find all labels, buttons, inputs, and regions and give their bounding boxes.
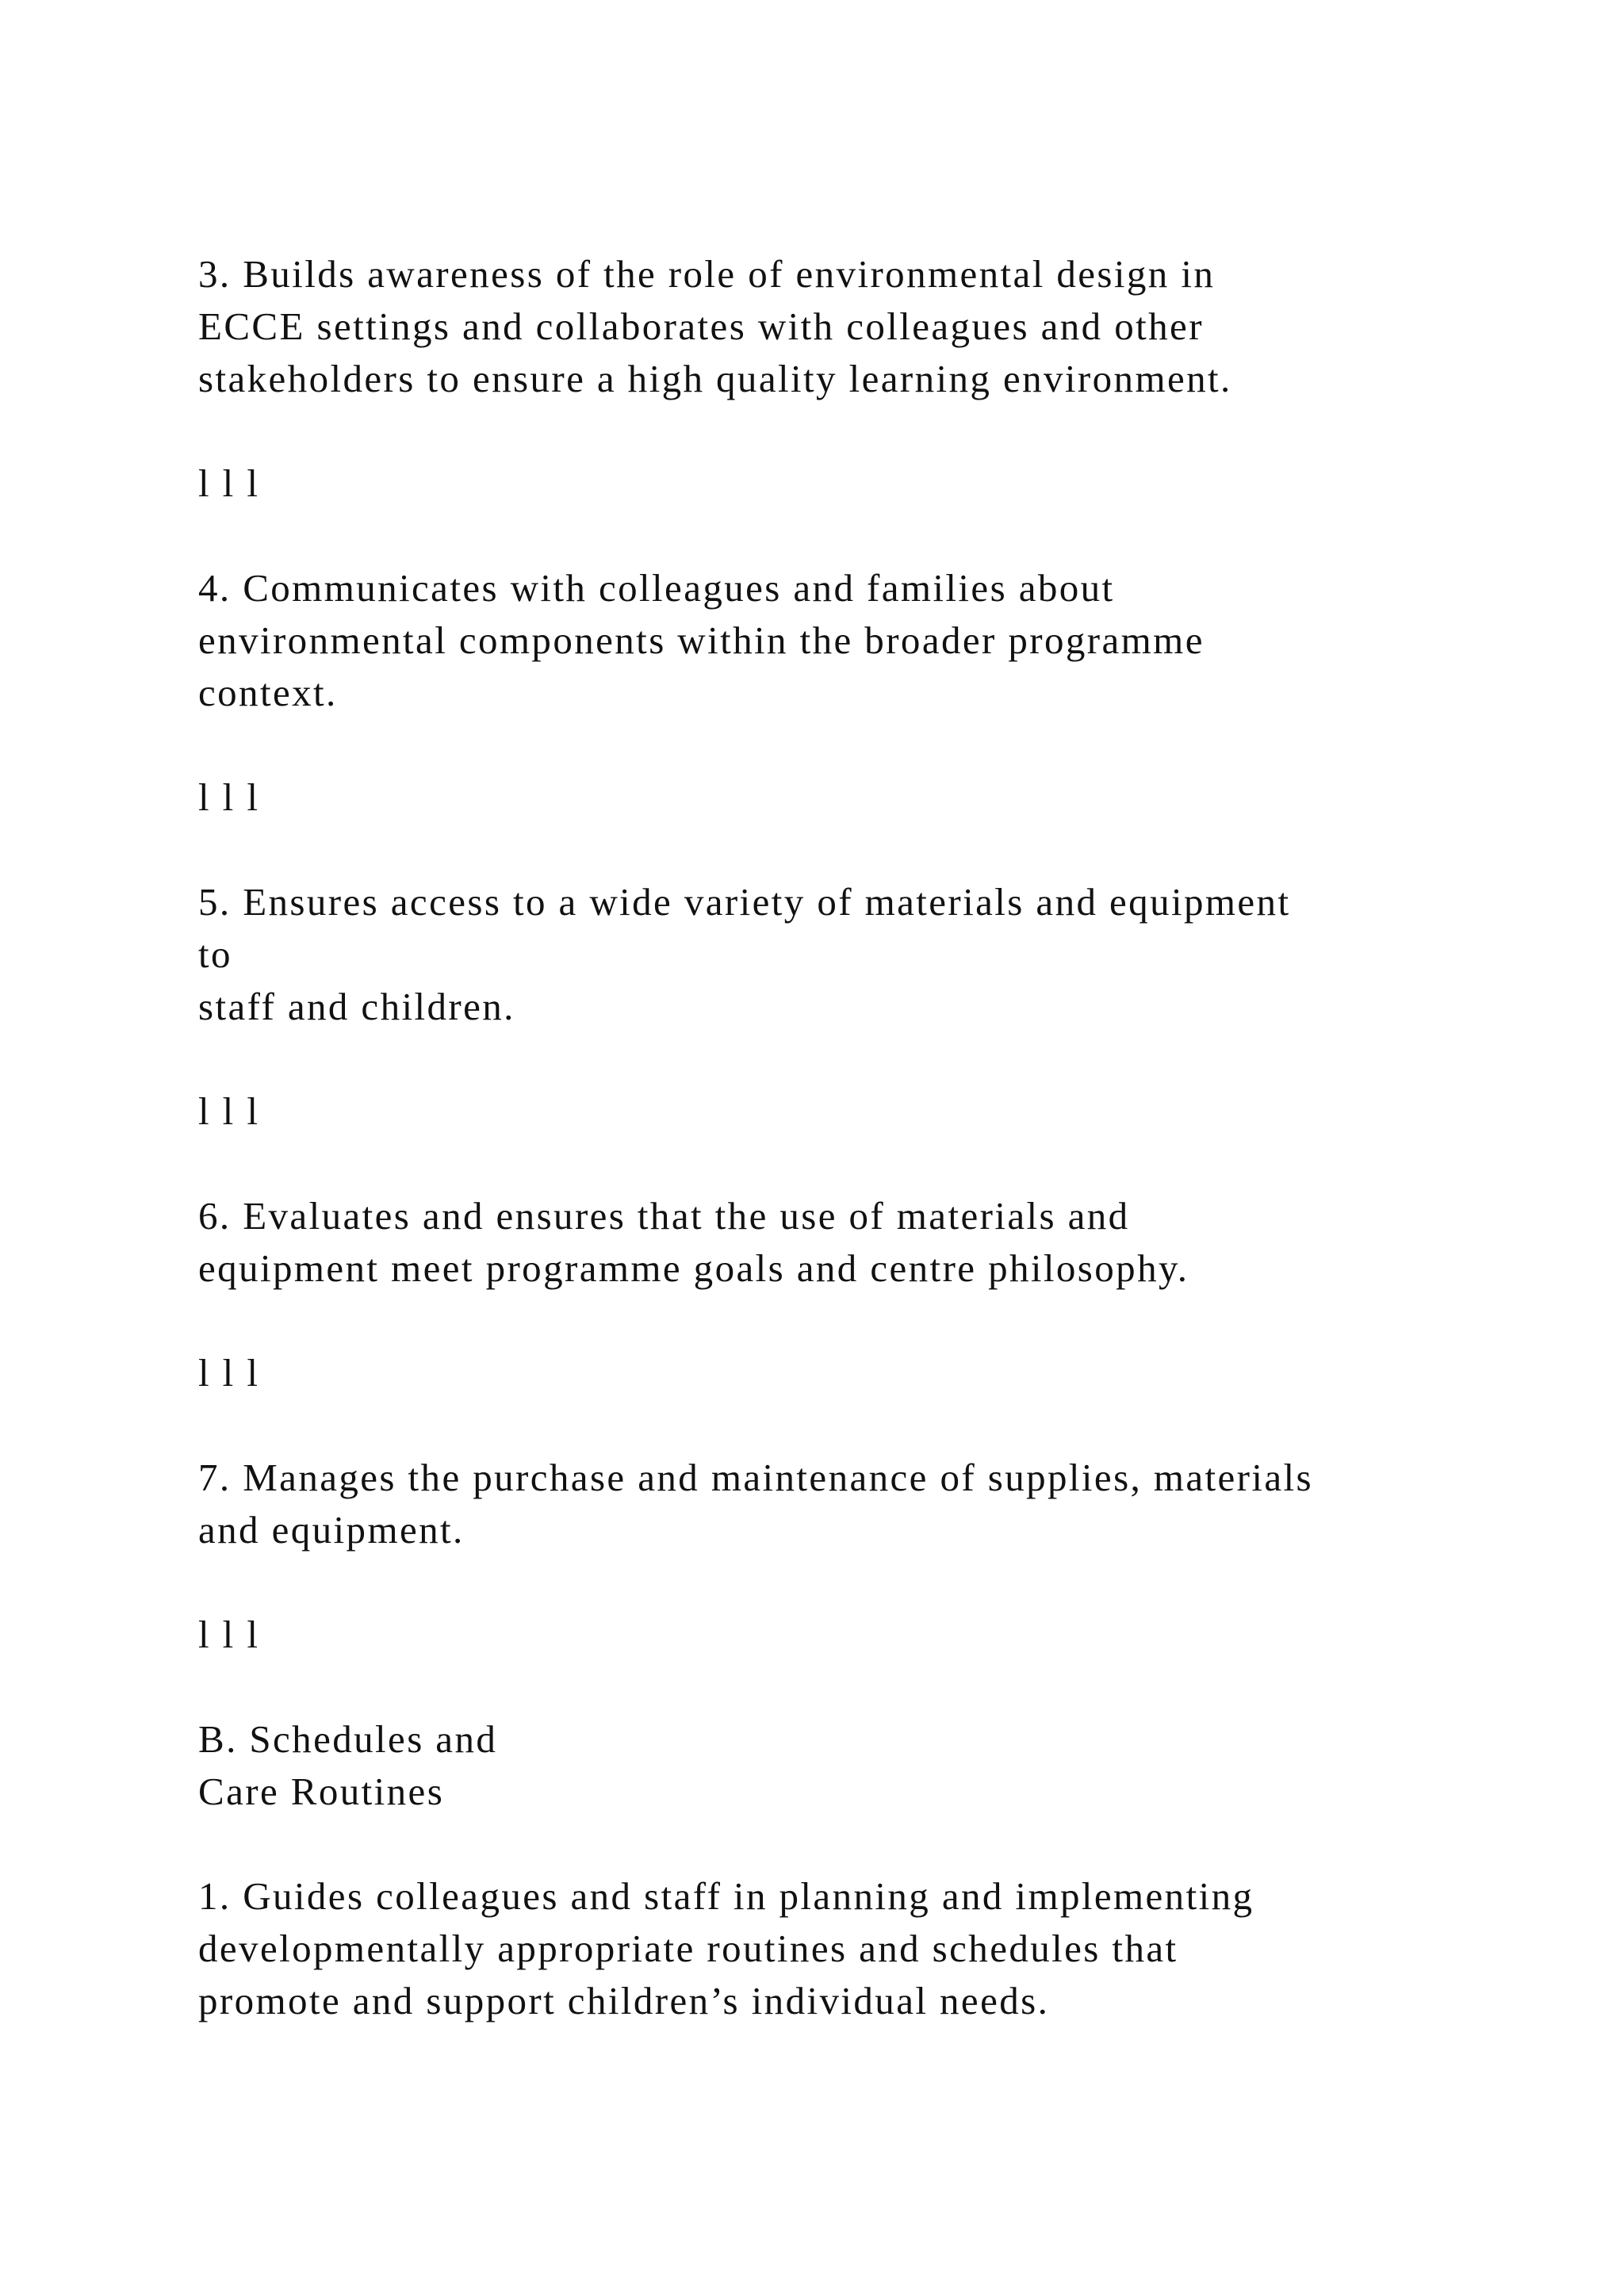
- rating-marks-4: l l l: [198, 1351, 260, 1395]
- rating-marks-3: l l l: [198, 1089, 260, 1133]
- rating-marks-1: l l l: [198, 461, 260, 505]
- item-a6-line-2: equipment meet programme goals and centre philosophy.: [198, 1246, 1189, 1290]
- rating-marks-2: l l l: [198, 775, 260, 819]
- item-b1-line-3: promote and support children’s individual needs.: [198, 1979, 1050, 2022]
- item-a4-line-1: 4. Communicates with colleagues and families about: [198, 566, 1115, 610]
- item-a4-line-3: context.: [198, 671, 338, 714]
- item-a6-line-1: 6. Evaluates and ensures that the use of materials and: [198, 1194, 1130, 1238]
- section-b-heading-line-1: B. Schedules and: [198, 1717, 498, 1761]
- item-a3-line-2: ECCE settings and collaborates with colleagues and other: [198, 304, 1204, 348]
- item-a5-line-2: to: [198, 932, 232, 976]
- item-a5-line-3: staff and children.: [198, 985, 515, 1028]
- section-b-heading-line-2: Care Routines: [198, 1770, 445, 1813]
- item-a7-line-2: and equipment.: [198, 1508, 465, 1552]
- item-b1-line-2: developmentally appropriate routines and schedules that: [198, 1927, 1178, 1970]
- item-a3-line-3: stakeholders to ensure a high quality learning environment.: [198, 357, 1232, 400]
- rating-marks-5: l l l: [198, 1613, 260, 1656]
- item-a7-line-1: 7. Manages the purchase and maintenance of supplies, materials: [198, 1456, 1314, 1499]
- item-a3-line-1: 3. Builds awareness of the role of environmental design in: [198, 252, 1216, 296]
- item-b1-line-1: 1. Guides colleagues and staff in planning and implementing: [198, 1874, 1254, 1918]
- item-a5-line-1: 5. Ensures access to a wide variety of materials and equipment: [198, 880, 1291, 924]
- item-a4-line-2: environmental components within the broader programme: [198, 618, 1205, 662]
